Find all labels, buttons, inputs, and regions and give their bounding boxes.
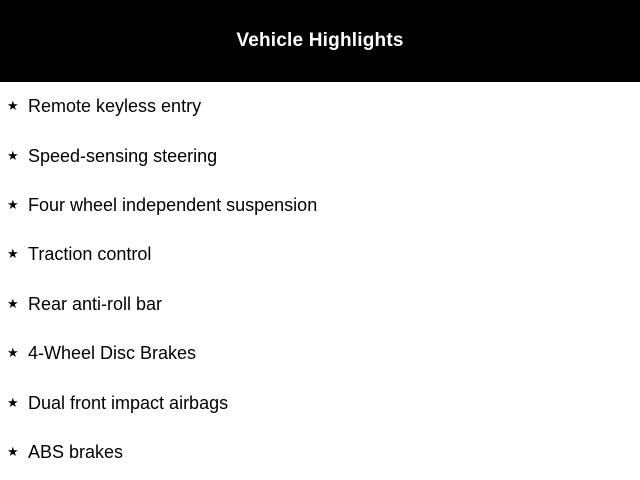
highlight-label: Dual front impact airbags [28,392,229,413]
star-icon: ★ [7,444,19,460]
star-icon: ★ [7,148,19,164]
star-icon: ★ [7,246,19,262]
highlight-label: Rear anti-roll bar [28,293,163,314]
highlight-label: 4-Wheel Disc Brakes [28,342,197,363]
star-icon: ★ [7,395,19,411]
star-icon: ★ [7,296,19,312]
page-header [0,0,640,82]
star-icon: ★ [7,345,19,361]
highlight-label: Remote keyless entry [28,95,202,116]
highlight-label: Traction control [28,243,152,264]
highlight-label: Speed-sensing steering [28,145,218,166]
highlight-label: Four wheel independent suspension [28,194,318,215]
star-icon: ★ [7,98,19,114]
highlight-label: ABS brakes [28,441,124,462]
page-title: Vehicle Highlights [236,30,404,51]
star-icon: ★ [7,197,19,213]
